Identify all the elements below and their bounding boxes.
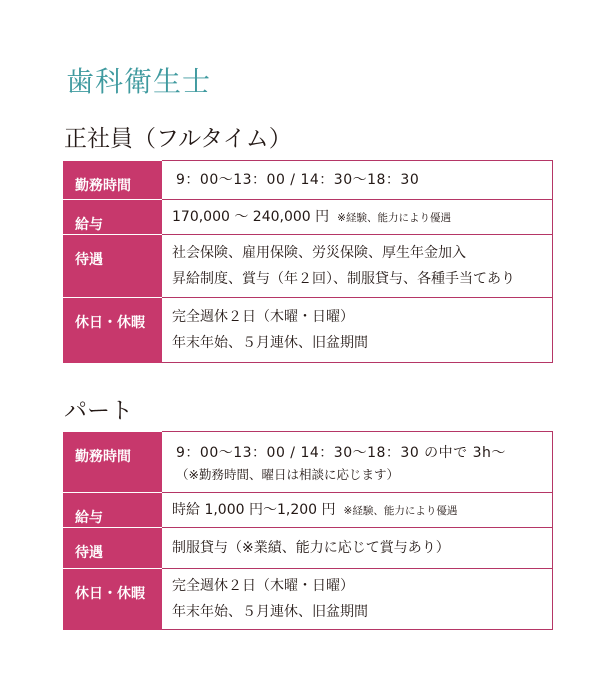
page-title: 歯科衛生士 — [66, 65, 212, 98]
holidays-line: 年末年始、５月連休、旧盆期間 — [172, 335, 368, 351]
holidays-line: 完全週休２日（木曜・日曜） — [172, 309, 354, 325]
hours-text: 9：00～13：00 / 14：30～18：30 — [176, 172, 420, 188]
salary-text: 170,000 ～ 240,000 円 — [172, 208, 330, 225]
table-row-benefits — [63, 528, 553, 569]
section-title-fulltime: 正社員（フルタイム） — [64, 126, 292, 152]
row-value-salary — [162, 200, 553, 235]
row-value-holidays — [162, 569, 553, 630]
row-label-benefits: 待遇 — [63, 528, 162, 569]
table-row-hours — [63, 432, 553, 493]
row-label-hours: 勤務時間 — [63, 161, 162, 200]
hours-text: 9：00～13：00 / 14：30～18：30 の中で 3h～ — [176, 445, 506, 461]
row-label-benefits: 待遇 — [63, 235, 162, 298]
salary-text: 時給 1,000 円～1,200 円 — [172, 501, 336, 518]
holidays-line: 年末年始、５月連休、旧盆期間 — [172, 604, 368, 620]
benefits-line: 昇給制度、賞与（年２回）、制服貸与、各種手当てあり — [172, 271, 515, 287]
row-label-holidays: 休日・休暇 — [63, 569, 162, 630]
row-value-benefits — [162, 528, 553, 569]
parttime-conditions-table — [63, 431, 553, 630]
row-value-salary — [162, 493, 553, 528]
fulltime-conditions-table — [63, 160, 553, 363]
table-row-holidays — [63, 298, 553, 363]
row-value-hours — [162, 432, 553, 493]
salary-note: ※経験、能力により優遇 — [343, 504, 458, 517]
section-title-parttime: パート — [64, 398, 133, 424]
salary-note: ※経験、能力により優遇 — [337, 211, 451, 224]
row-value-hours — [162, 161, 553, 200]
row-label-salary: 給与 — [63, 200, 162, 235]
table-row-holidays — [63, 569, 553, 630]
holidays-line: 完全週休２日（木曜・日曜） — [172, 578, 354, 594]
row-value-holidays — [162, 298, 553, 363]
table-row-hours — [63, 161, 553, 200]
benefits-text: 制服貸与（※業績、能力に応じて賞与あり） — [172, 540, 450, 556]
hours-note: （※勤務時間、曜日は相談に応じます） — [176, 467, 399, 482]
row-value-benefits — [162, 235, 553, 298]
benefits-line: 社会保険、雇用保険、労災保険、厚生年金加入 — [172, 245, 466, 261]
table-row-benefits — [63, 235, 553, 298]
table-row-salary — [63, 200, 553, 235]
row-label-hours: 勤務時間 — [63, 432, 162, 493]
row-label-salary: 給与 — [63, 493, 162, 528]
table-row-salary — [63, 493, 553, 528]
row-label-holidays: 休日・休暇 — [63, 298, 162, 363]
